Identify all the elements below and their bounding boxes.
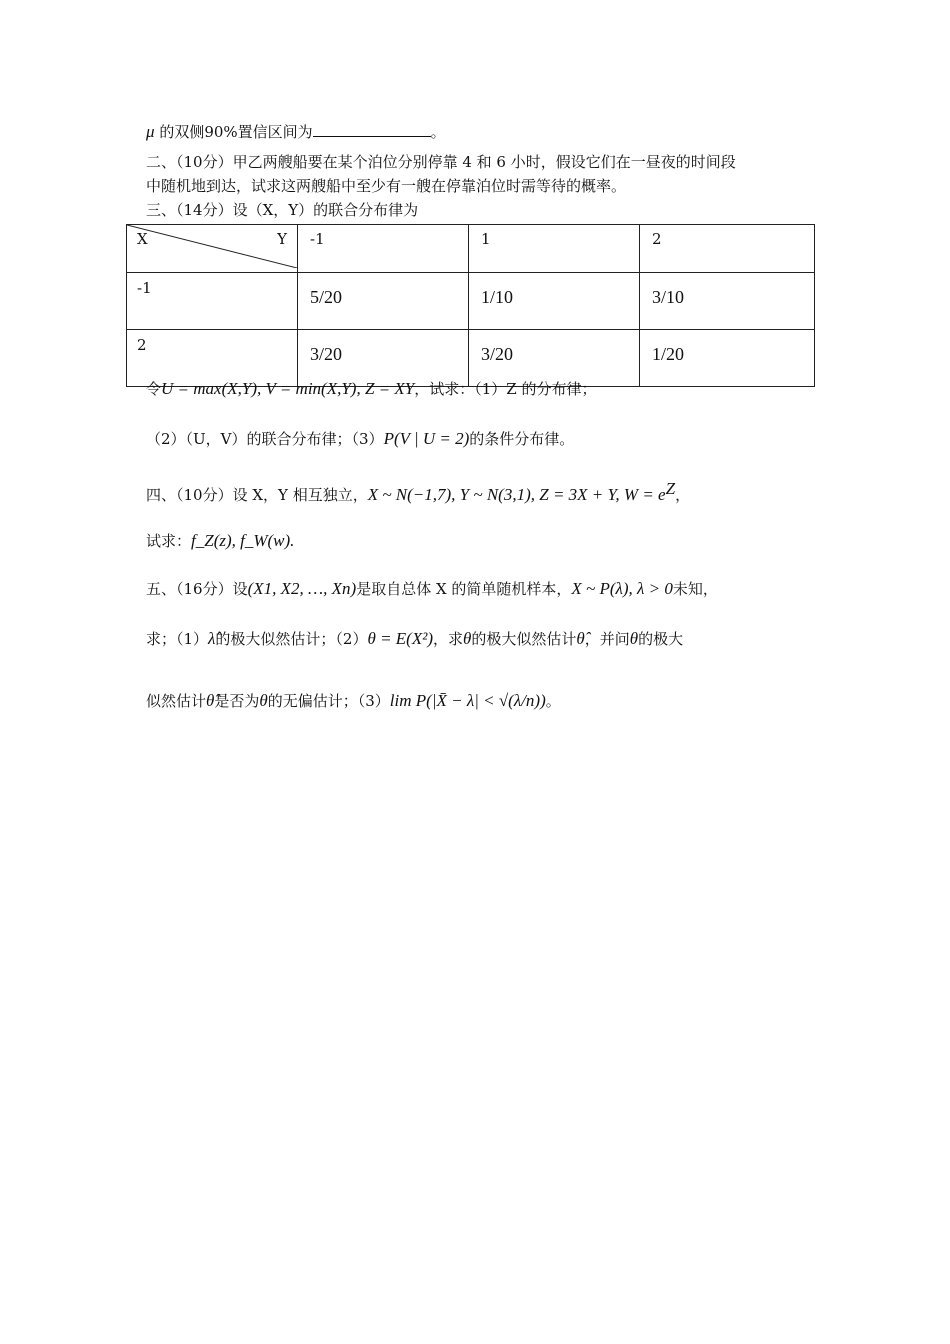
corner-y-label: Y [277, 230, 287, 248]
q2-line2: 中随机地到达，试求这两艘船中至少有一艘在停靠泊位时需等待的概率。 [146, 177, 627, 195]
q3-formula: U = max(X,Y), V = min(X,Y), Z = XY [161, 379, 415, 398]
table-cell: 1/10 [469, 273, 640, 330]
lambda-hat: λ̂ [208, 629, 216, 648]
q4-formula: X ~ N(−1,7), Y ~ N(3,1), Z = 3X + Y, W = e [367, 485, 666, 504]
table-cell: 3/20 [298, 330, 469, 387]
mu-symbol: μ [146, 122, 155, 141]
diagonal-line [127, 225, 297, 268]
corner-x-label: X [137, 230, 148, 248]
table-cell: 5/20 [298, 273, 469, 330]
table-cell: 1/20 [640, 330, 815, 387]
q3-parts-line: （2）（U，V）的联合分布律；（3）P(V | U = 2)的条件分布律。 [146, 429, 575, 448]
answer-blank[interactable] [313, 122, 431, 137]
theta-hat: θ̂ [576, 629, 585, 648]
q3-intro: 三、（14分）设（X，Y）的联合分布律为 [146, 201, 419, 219]
sample-vector: (X1, X2, …, Xn) [247, 579, 357, 598]
q4-ask-line: 试求：f_Z(z), f_W(w). [146, 531, 295, 550]
q5-line1: 五、（16分）设(X1, X2, …, Xn)是取自总体 X 的简单随机样本，X ~ P(λ), λ > 0未知， [146, 579, 718, 598]
theta-definition: θ = E(X²) [367, 629, 433, 648]
table-header-row [127, 225, 815, 273]
col-header: -1 [298, 225, 469, 273]
col-header: 1 [469, 225, 640, 273]
theta-symbol: θ [463, 629, 472, 648]
q3-let-line: 令U = max(X,Y), V = min(X,Y), Z = XY，试求：（1）Z 的分布律； [146, 379, 597, 398]
q3-conditional: P(V | U = 2) [383, 429, 470, 448]
q3-ask: ，试求：（1）Z 的分布律； [414, 380, 597, 398]
joint-distribution-table [126, 224, 815, 387]
table-corner-cell [127, 225, 298, 273]
q5-line2: 求；（1）λ̂的极大似然估计；（2）θ = E(X²)，求θ的极大似然估计θ̂，并问θ的极大 [146, 629, 684, 648]
ci-line: μ 的双侧90%置信区间为 。 [146, 122, 446, 141]
row-header: 2 [127, 330, 298, 387]
limit-expression: lim P(|X̄ − λ| < √(λ/n)) [389, 691, 546, 710]
q2-line1: 二、（10分）甲乙两艘船要在某个泊位分别停靠 4 和 6 小时，假设它们在一昼夜的时间段 [146, 153, 736, 171]
ci-text: 的双侧90%置信区间为 [154, 123, 313, 141]
table-cell: 3/20 [469, 330, 640, 387]
table-cell: 3/10 [640, 273, 815, 330]
q4-targets: f_Z(z), f_W(w). [191, 531, 295, 550]
table-row [127, 273, 815, 330]
poisson-dist: X ~ P(λ), λ > 0 [571, 579, 673, 598]
q4-exponent: Z [665, 479, 676, 498]
q5-line3: 似然估计θ̂是否为θ的无偏估计；（3）lim P(|X̄ − λ| < √(λ/n))。 [146, 691, 561, 710]
col-header: 2 [640, 225, 815, 273]
row-header: -1 [127, 273, 298, 330]
q4-line: 四、（10分）设 X，Y 相互独立，X ~ N(−1,7), Y ~ N(3,1), Z = 3X + Y, $W = e^Z$， [146, 479, 691, 504]
